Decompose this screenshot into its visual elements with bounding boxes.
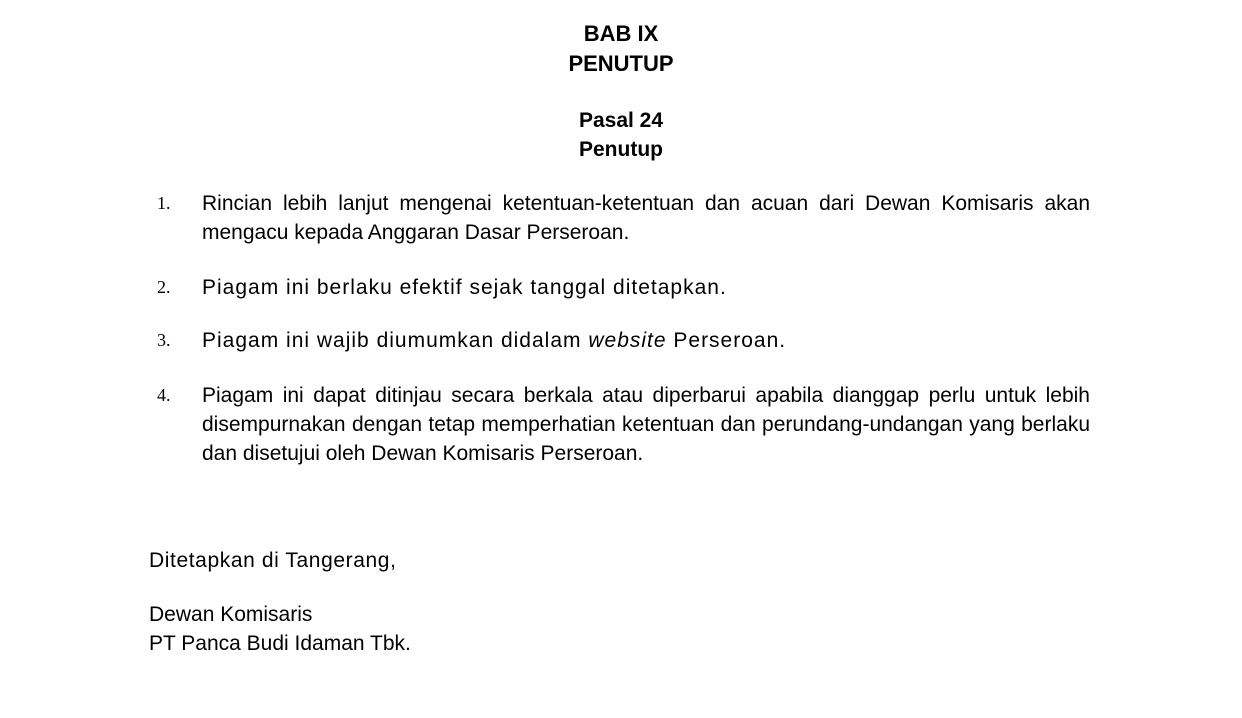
closing-place: Ditetapkan di Tangerang, <box>149 549 397 572</box>
article-title: Penutup <box>579 138 663 161</box>
article-heading <box>0 106 1242 164</box>
chapter-title: PENUTUP <box>568 51 674 76</box>
list-item-text-end: Perseroan. <box>666 329 787 352</box>
chapter-heading <box>0 19 1242 79</box>
list-item-text: Piagam ini dapat ditinjau secara berkala atau diperbarui apabila dianggap perlu untuk lebih disempurnakan dengan tetap memperhatian ketentuan dan perundang-undangan yang berlaku dan disetujui oleh Dewan Komisaris Perseroan. <box>202 384 1090 465</box>
website-term: website <box>588 329 667 352</box>
signatory-block <box>149 600 411 658</box>
list-item-number: 3. <box>157 330 171 350</box>
chapter-number: BAB IX <box>583 21 659 46</box>
signatory-body: Dewan Komisaris <box>149 603 313 626</box>
signatory-company: PT Panca Budi Idaman Tbk. <box>149 632 411 655</box>
list-item-number: 4. <box>157 385 171 405</box>
list-item-text: Rincian lebih lanjut mengenai ketentuan-ketentuan dan acuan dari Dewan Komisaris akan mengacu kepada Anggaran Dasar Perseroan. <box>202 192 1090 244</box>
list-item-text: Piagam ini berlaku efektif sejak tanggal ditetapkan. <box>202 276 727 299</box>
list-item-text-start: Piagam ini wajib diumumkan didalam <box>202 329 589 352</box>
list-item-number: 2. <box>157 277 171 297</box>
list-item-text <box>202 326 1090 355</box>
list-item-number: 1. <box>157 193 171 213</box>
article-number: Pasal 24 <box>578 109 664 132</box>
